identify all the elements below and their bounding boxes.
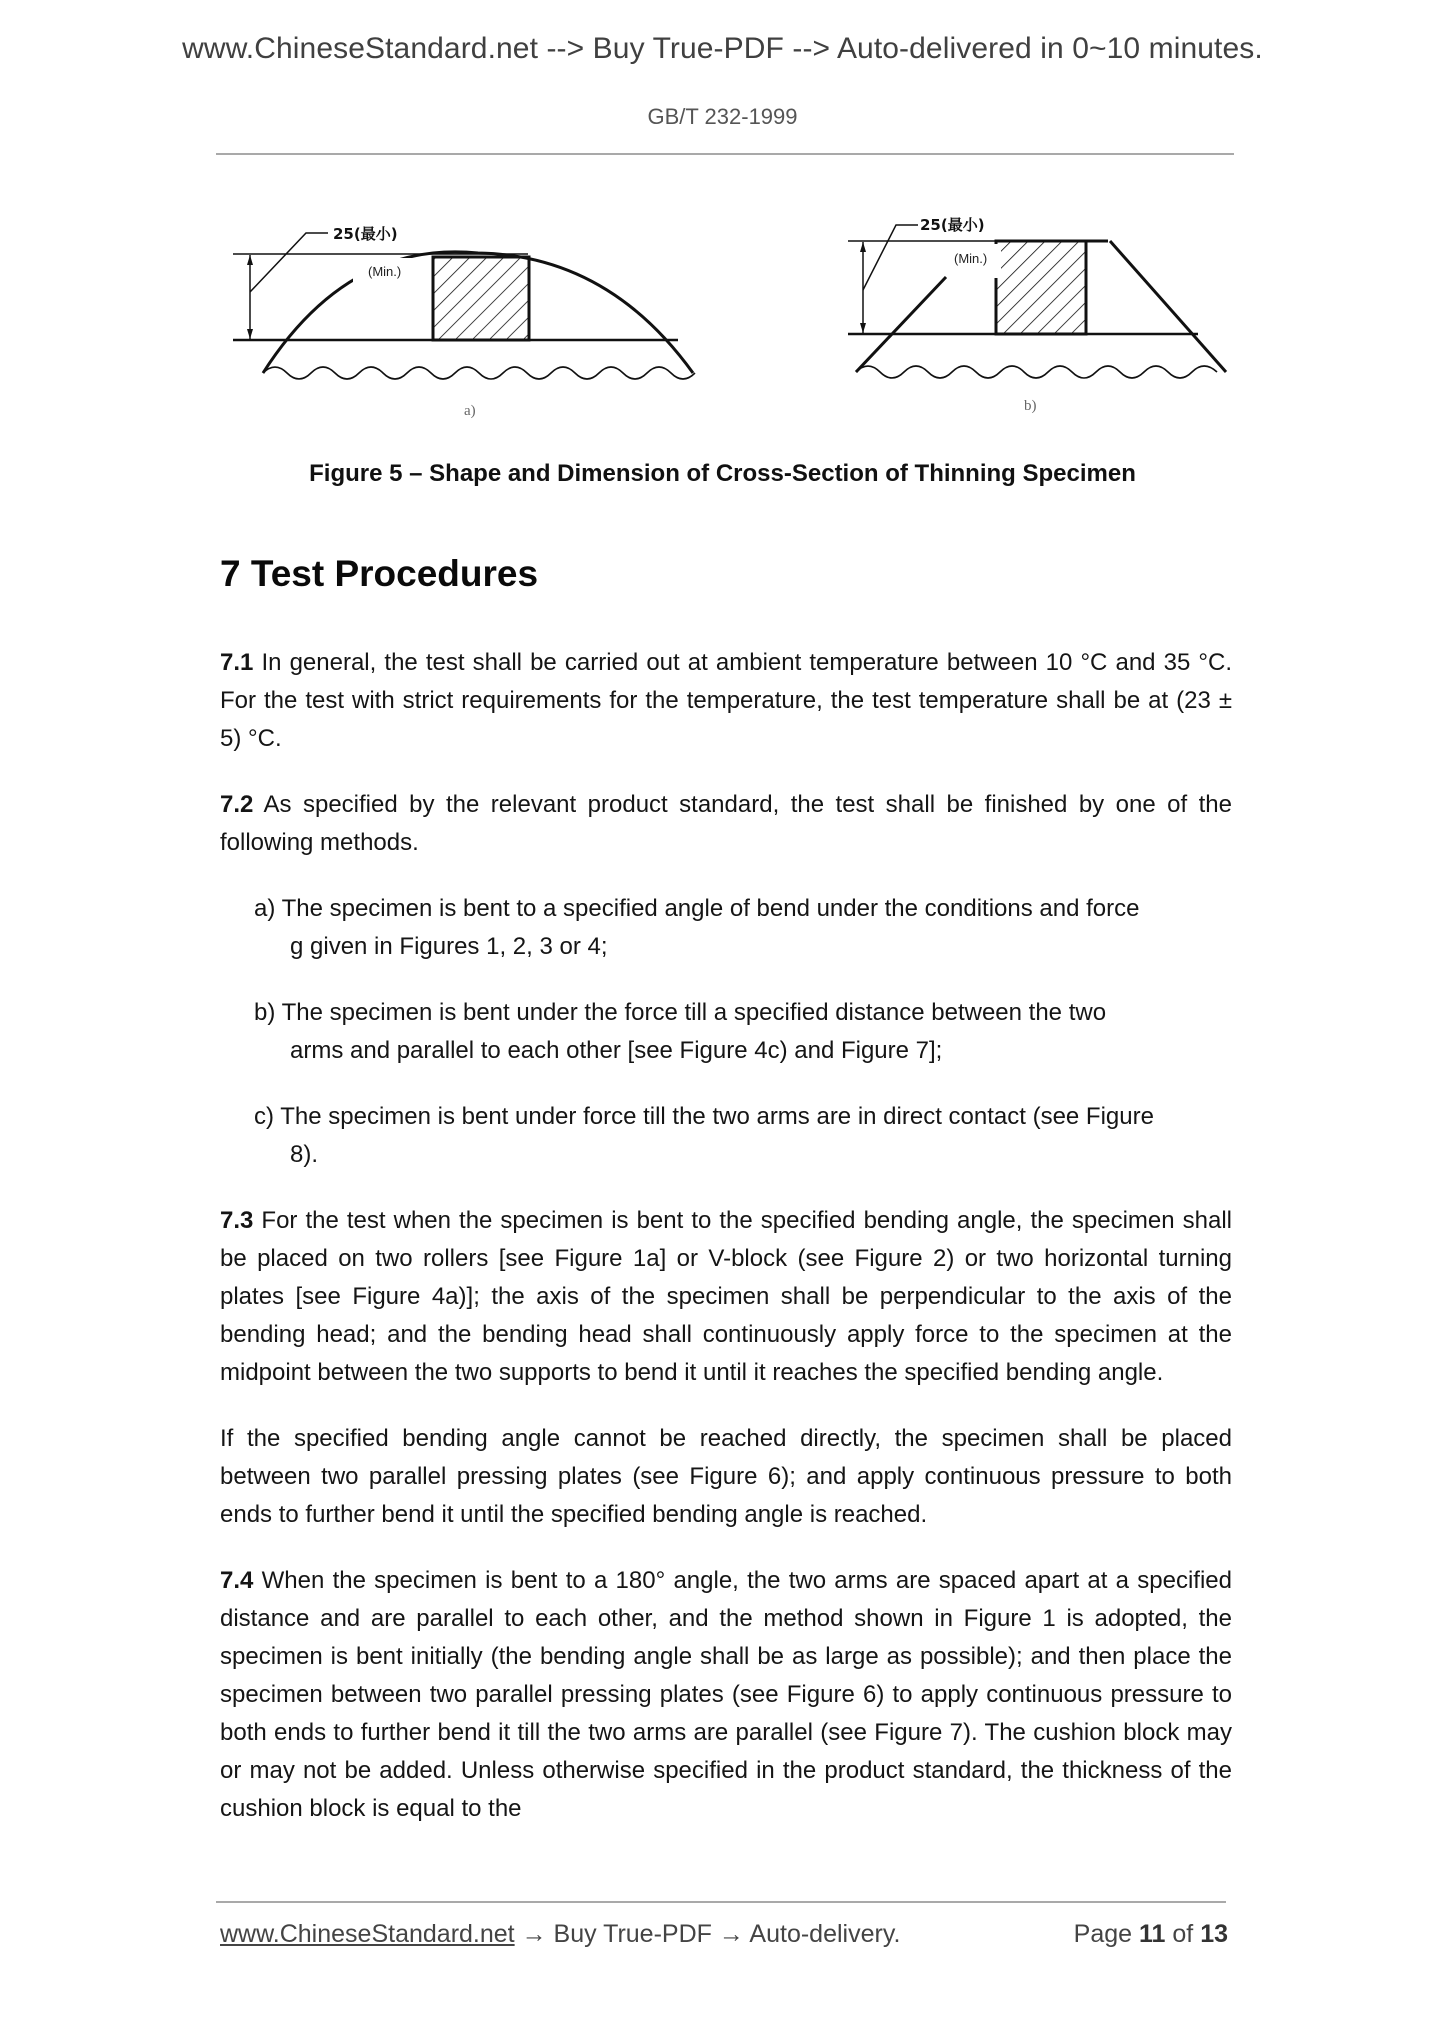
list-item-continuation: arms and parallel to each other [see Figure 4c) and Figure 7]; [290,1037,943,1064]
section-body [220,644,1232,1856]
list-item [254,890,1232,966]
list-item-continuation: 8). [290,1141,319,1168]
clause-number: 7.4 [220,1567,254,1594]
clause-text: For the test when the specimen is bent to the specified bending angle, the specimen shall be placed on two rollers [see Figure 1a] or V-block (see Figure 2) or two horizontal turning plates [see Figure 4a)]; the axis of the specimen shall be perpendicular to the axis of the bending head; and the bending head shall continuously apply force to the specimen at the midpoint between the two supports to bend it until it reaches the specified bending angle. [220,1207,1232,1386]
clause-text: When the specimen is bent to a 180° angle, the two arms are spaced apart at a specified distance and are parallel to each other, and the method shown in Figure 1 is adopted, the specimen is bent initially (the bending angle shall be as large as possible); and then place the specimen between two parallel pressing plates (see Figure 6) to apply continuous pressure to both ends to further bend it till the two arms are parallel (see Figure 7). The cushion block may or may not be added. Unless otherwise specified in the product standard, the thickness of the cushion block is equal to the [220,1567,1232,1822]
footer-site-link[interactable]: www.ChineseStandard.net [220,1920,515,1948]
figure-5a-diagram [228,210,728,420]
dim-label-en: (Min.) [368,264,402,279]
figure-5b-diagram [838,210,1238,420]
sub-label-b: b) [1024,398,1037,414]
page-label: Page [1073,1920,1133,1948]
top-banner: www.ChineseStandard.net --> Buy True-PDF --> Auto-delivered in 0~10 minutes. [182,32,1263,65]
clause-7-3-continuation: If the specified bending angle cannot be reached directly, the specimen shall be placed between two parallel pressing plates (see Figure 6); and apply continuous pressure to both ends to further bend it until the specified bending angle is reached. [220,1425,1232,1528]
clause-number: 7.3 [220,1207,254,1234]
page-number [1074,1920,1228,1949]
clause-number: 7.2 [220,791,254,818]
footer-promo [220,1920,900,1949]
section-heading: 7 Test Procedures [220,553,539,594]
footer-delivery-text: Auto-delivery. [749,1920,901,1948]
footer-divider [216,1901,1226,1903]
arrow-right-icon: → [711,1920,750,1948]
footer-buy-text: Buy True-PDF [553,1920,712,1948]
header-divider [216,153,1234,155]
of-label: of [1172,1920,1194,1948]
list-item [254,1098,1232,1174]
list-item [254,994,1232,1070]
list-item-text: a) The specimen is bent to a specified angle of bend under the conditions and force [254,895,1140,922]
clause-text: As specified by the relevant product standard, the test shall be finished by one of the following methods. [220,791,1232,856]
sub-label-a: a) [464,403,476,419]
list-item-text: b) The specimen is bent under the force till a specified distance between the two [254,999,1107,1026]
list-item-text: c) The specimen is bent under force till the two arms are in direct contact (see Figure [254,1103,1154,1130]
figure-caption: Figure 5 – Shape and Dimension of Cross-Section of Thinning Specimen [309,460,1136,487]
clause-7-3 [220,1202,1232,1392]
dim-label-cn: 25(最小) [920,216,985,234]
dim-label-cn: 25(最小) [333,225,398,243]
list-item-continuation: g given in Figures 1, 2, 3 or 4; [290,933,608,960]
dim-label-en: (Min.) [954,251,988,266]
clause-text: In general, the test shall be carried out at ambient temperature between 10 °C and 35 °C. For the test with strict requirements for the temperature, the test temperature shall be at (23 ± 5) °C. [220,649,1232,752]
clause-number: 7.1 [220,649,254,676]
page-footer [220,1920,1228,1949]
clause-7-1 [220,644,1232,758]
page-current: 11 [1138,1920,1166,1948]
standard-code: GB/T 232-1999 [647,104,798,129]
page-total: 13 [1200,1920,1228,1948]
arrow-right-icon: → [514,1920,554,1948]
clause-7-2 [220,786,1232,862]
clause-7-4 [220,1562,1232,1828]
